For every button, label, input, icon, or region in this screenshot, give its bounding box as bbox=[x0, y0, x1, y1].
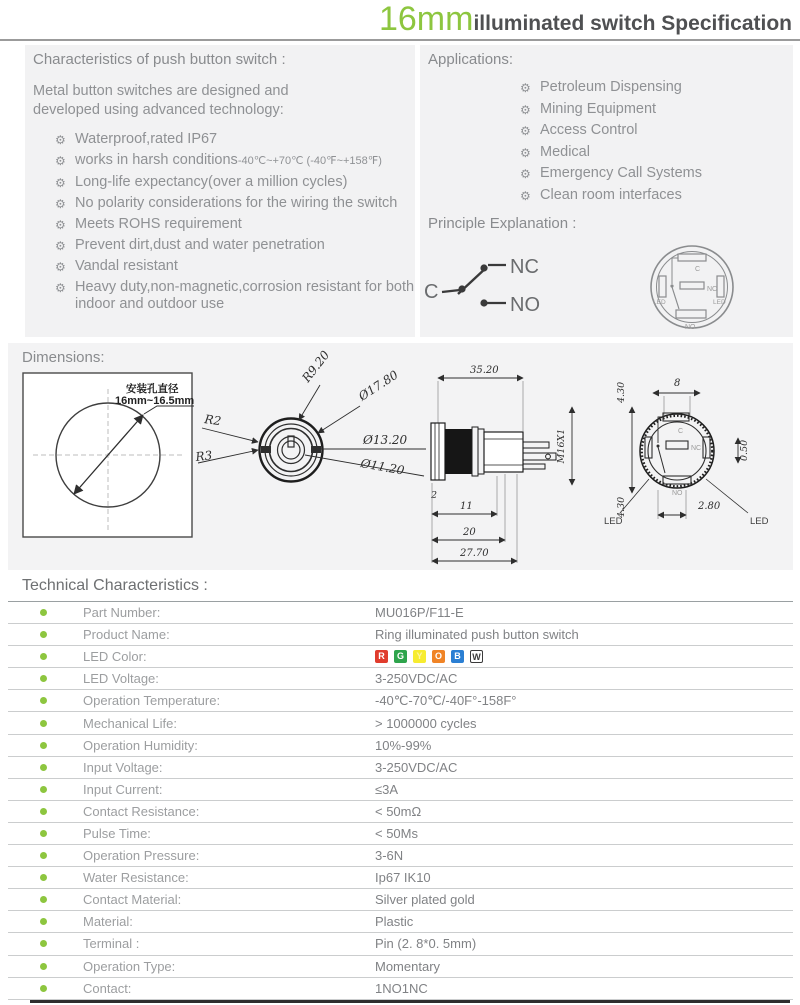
intro-line-1: Metal button switches are designed and bbox=[33, 83, 289, 99]
gear-bullet-icon: ⚙ bbox=[520, 102, 531, 117]
green-bullet-dot bbox=[40, 631, 47, 638]
rear-view-drawing bbox=[604, 378, 769, 527]
row-label: Contact Resistance: bbox=[83, 803, 200, 819]
table-row bbox=[8, 712, 793, 734]
side-2-label: 2 bbox=[431, 490, 438, 501]
gear-bullet-icon: ⚙ bbox=[55, 260, 66, 274]
intro-line-2: developed using advanced technology: bbox=[33, 102, 284, 118]
application-item bbox=[520, 165, 793, 182]
row-label: Operation Temperature: bbox=[83, 693, 221, 709]
green-bullet-dot bbox=[40, 764, 47, 771]
characteristic-item bbox=[55, 258, 415, 275]
table-row bbox=[8, 646, 793, 668]
green-bullet-dot bbox=[40, 609, 47, 616]
led-swatch-y: Y bbox=[413, 650, 426, 663]
row-label: Mechanical Life: bbox=[83, 715, 177, 731]
panel-cutout-drawing bbox=[23, 373, 258, 537]
gear-bullet-icon: ⚙ bbox=[55, 176, 66, 190]
table-row bbox=[8, 889, 793, 911]
gear-bullet-icon: ⚙ bbox=[520, 145, 531, 160]
front-d1320-label: Ø13.20 bbox=[363, 433, 408, 447]
row-value: 3-6N bbox=[375, 848, 404, 864]
gear-bullet-icon: ⚙ bbox=[520, 167, 531, 181]
row-label: Part Number: bbox=[83, 605, 161, 621]
rear-050-label: 0.50 bbox=[739, 439, 750, 461]
row-value: Ip67 IK10 bbox=[375, 870, 431, 886]
rear-led-left-label: LED bbox=[604, 516, 623, 527]
table-row bbox=[8, 757, 793, 779]
front-r920-label: R9.20 bbox=[299, 348, 333, 385]
rear-280-label: 2.80 bbox=[698, 501, 721, 512]
table-row bbox=[8, 956, 793, 978]
characteristic-item bbox=[55, 152, 415, 170]
led-color-swatches bbox=[375, 650, 489, 663]
applications-list bbox=[520, 79, 793, 204]
gear-bullet-icon: ⚙ bbox=[520, 124, 531, 138]
led-swatch-r: R bbox=[375, 650, 388, 663]
row-label: LED Voltage: bbox=[83, 671, 159, 687]
row-label: Input Voltage: bbox=[83, 759, 163, 775]
application-text: Mining Equipment bbox=[540, 100, 657, 117]
table-row bbox=[8, 845, 793, 867]
led-swatch-o: O bbox=[432, 650, 445, 663]
rear-no-label: NO bbox=[672, 490, 683, 497]
table-row bbox=[8, 602, 793, 624]
characteristic-item bbox=[55, 279, 415, 313]
green-bullet-dot bbox=[40, 675, 47, 682]
rear-terminal-diagram bbox=[645, 240, 760, 337]
row-label: LED Color: bbox=[83, 649, 147, 665]
characteristics-list bbox=[55, 131, 415, 313]
side-2770-label: 27.70 bbox=[460, 548, 489, 559]
connector-c-label: C bbox=[695, 266, 701, 273]
connector-led-left-label: LED bbox=[653, 299, 666, 306]
side-11-label: 11 bbox=[460, 501, 473, 512]
characteristic-item bbox=[55, 237, 415, 254]
table-row bbox=[8, 911, 793, 933]
row-label: Water Resistance: bbox=[83, 870, 189, 886]
table-row bbox=[8, 779, 793, 801]
application-item bbox=[520, 122, 793, 139]
green-bullet-dot bbox=[40, 830, 47, 837]
application-text: Emergency Call Systems bbox=[540, 165, 702, 181]
table-row bbox=[8, 933, 793, 955]
table-row bbox=[8, 978, 793, 1000]
led-swatch-b: B bbox=[451, 650, 464, 663]
gear-bullet-icon: ⚙ bbox=[55, 281, 66, 295]
green-bullet-dot bbox=[40, 742, 47, 749]
gear-bullet-icon: ⚙ bbox=[55, 218, 66, 232]
application-item bbox=[520, 79, 793, 96]
green-bullet-dot bbox=[40, 786, 47, 793]
application-text: Petroleum Dispensing bbox=[540, 79, 682, 95]
green-bullet-dot bbox=[40, 963, 47, 970]
table-row bbox=[8, 735, 793, 757]
row-value: Ring illuminated push button switch bbox=[375, 627, 579, 643]
page-title: illuminated switch Specification bbox=[473, 12, 792, 35]
front-d1780-label: Ø17.80 bbox=[356, 367, 401, 404]
characteristics-title: Characteristics of push button switch : bbox=[33, 51, 286, 68]
application-text: Medical bbox=[540, 143, 590, 160]
connector-led-right-label: LED bbox=[713, 299, 726, 306]
characteristic-text: Waterproof,rated IP67 bbox=[75, 131, 218, 147]
rear-led-right-label: LED bbox=[750, 516, 769, 527]
rear-430a-label: 4.30 bbox=[616, 381, 627, 403]
circuit-nc-label: NC bbox=[510, 256, 539, 278]
green-bullet-dot bbox=[40, 940, 47, 947]
row-label: Contact: bbox=[83, 980, 132, 996]
cutout-r2-label: R2 bbox=[203, 412, 223, 429]
characteristic-item bbox=[55, 131, 415, 148]
switch-circuit-diagram bbox=[420, 245, 600, 337]
characteristics-intro bbox=[33, 82, 415, 120]
green-bullet-dot bbox=[40, 985, 47, 992]
rear-nc-label: NC bbox=[691, 445, 702, 452]
gear-bullet-icon: ⚙ bbox=[55, 133, 66, 147]
front-d1120-label: Ø11.20 bbox=[359, 456, 406, 478]
table-row bbox=[8, 668, 793, 690]
row-value: Pin (2. 8*0. 5mm) bbox=[375, 936, 477, 952]
application-item bbox=[520, 101, 793, 118]
green-bullet-dot bbox=[40, 720, 47, 727]
applications-panel bbox=[420, 45, 793, 337]
characteristic-text: Heavy duty,non-magnetic,corrosion resistant for both indoor and outdoor use bbox=[75, 279, 415, 312]
application-item bbox=[520, 144, 793, 161]
row-label: Terminal : bbox=[83, 936, 140, 952]
side-3520-label: 35.20 bbox=[470, 365, 499, 376]
applications-title: Applications: bbox=[428, 51, 514, 68]
row-value: Silver plated gold bbox=[375, 892, 475, 908]
connector-nc-label: NC bbox=[707, 286, 718, 293]
green-bullet-dot bbox=[40, 808, 47, 815]
circuit-no-label: NO bbox=[510, 294, 540, 316]
dimension-drawings bbox=[8, 343, 793, 570]
row-label: Operation Humidity: bbox=[83, 737, 198, 753]
characteristics-panel bbox=[25, 45, 415, 337]
characteristic-text: Long-life expectancy(over a million cycles) bbox=[75, 174, 348, 190]
characteristic-text: works in harsh conditions bbox=[75, 152, 238, 168]
characteristic-item bbox=[55, 216, 415, 233]
row-label: Product Name: bbox=[83, 627, 170, 643]
gear-bullet-icon: ⚙ bbox=[55, 239, 66, 253]
row-value: Plastic bbox=[375, 914, 414, 930]
page-header bbox=[0, 0, 792, 40]
green-bullet-dot bbox=[40, 896, 47, 903]
row-label: Operation Type: bbox=[83, 958, 176, 974]
side-view-drawing bbox=[430, 365, 572, 563]
row-value: 10%-99% bbox=[375, 737, 432, 753]
row-value: > 1000000 cycles bbox=[375, 715, 477, 731]
characteristic-text: Prevent dirt,dust and water penetration bbox=[75, 237, 325, 253]
characteristic-item bbox=[55, 195, 415, 212]
row-value: -40℃-70℃/-40F°-158F° bbox=[375, 692, 517, 708]
rear-430b-label: 4.30 bbox=[616, 496, 627, 518]
row-value: < 50mΩ bbox=[375, 803, 422, 819]
technical-table bbox=[8, 602, 793, 1003]
led-swatch-w: W bbox=[470, 650, 483, 663]
row-value: ≤3A bbox=[375, 781, 399, 797]
circuit-c-label: C bbox=[424, 281, 439, 303]
green-bullet-dot bbox=[40, 874, 47, 881]
connector-no-label: NO bbox=[685, 324, 696, 331]
application-text: Access Control bbox=[540, 122, 638, 138]
row-value: Momentary bbox=[375, 958, 441, 974]
characteristic-text: Meets ROHS requirement bbox=[75, 216, 242, 232]
header-divider bbox=[0, 39, 800, 41]
gear-bullet-icon: ⚙ bbox=[520, 81, 531, 95]
gear-bullet-icon: ⚙ bbox=[520, 188, 531, 203]
row-value: MU016P/F11-E bbox=[375, 605, 464, 621]
row-value: 1NO1NC bbox=[375, 980, 428, 996]
row-value: 3-250VDC/AC bbox=[375, 759, 458, 775]
green-bullet-dot bbox=[40, 653, 47, 660]
rear-8-label: 8 bbox=[674, 378, 681, 389]
cutout-r3-label: R3 bbox=[194, 448, 213, 464]
row-label: Pulse Time: bbox=[83, 825, 151, 841]
row-label: Operation Pressure: bbox=[83, 848, 200, 864]
characteristic-temp-range: -40℃~+70℃ (-40℉~+158℉) bbox=[237, 155, 382, 167]
dimensions-title: Dimensions: bbox=[22, 349, 105, 366]
row-label: Contact Material: bbox=[83, 892, 182, 908]
green-bullet-dot bbox=[40, 852, 47, 859]
gear-bullet-icon: ⚙ bbox=[55, 154, 66, 168]
gear-bullet-icon: ⚙ bbox=[55, 197, 66, 211]
green-bullet-dot bbox=[40, 697, 47, 704]
application-text: Clean room interfaces bbox=[540, 186, 682, 203]
table-row bbox=[8, 823, 793, 845]
characteristic-text: No polarity considerations for the wiring the switch bbox=[75, 195, 398, 211]
cutout-size-label: 16mm~16.5mm bbox=[115, 395, 195, 407]
table-bottom-border bbox=[30, 1000, 790, 1003]
row-label: Input Current: bbox=[83, 781, 163, 797]
characteristic-item bbox=[55, 174, 415, 191]
side-20-label: 20 bbox=[463, 527, 476, 538]
row-label: Material: bbox=[83, 914, 133, 930]
table-row bbox=[8, 867, 793, 889]
row-value: 3-250VDC/AC bbox=[375, 671, 458, 687]
rear-c-label: C bbox=[678, 428, 684, 435]
table-row bbox=[8, 624, 793, 646]
side-thread-label: M16X1 bbox=[556, 428, 567, 464]
led-swatch-g: G bbox=[394, 650, 407, 663]
table-row bbox=[8, 690, 793, 712]
cutout-cn-label: 安装孔直径 bbox=[126, 383, 179, 395]
characteristic-text: Vandal resistant bbox=[75, 258, 178, 274]
principle-title: Principle Explanation : bbox=[428, 215, 577, 232]
front-view-drawing bbox=[260, 348, 427, 482]
application-item bbox=[520, 187, 793, 204]
brand-size-label: 16mm bbox=[378, 0, 474, 38]
table-row bbox=[8, 801, 793, 823]
row-value: < 50Ms bbox=[375, 825, 418, 841]
technical-title: Technical Characteristics : bbox=[22, 577, 208, 594]
green-bullet-dot bbox=[40, 918, 47, 925]
dimensions-section bbox=[8, 343, 793, 570]
